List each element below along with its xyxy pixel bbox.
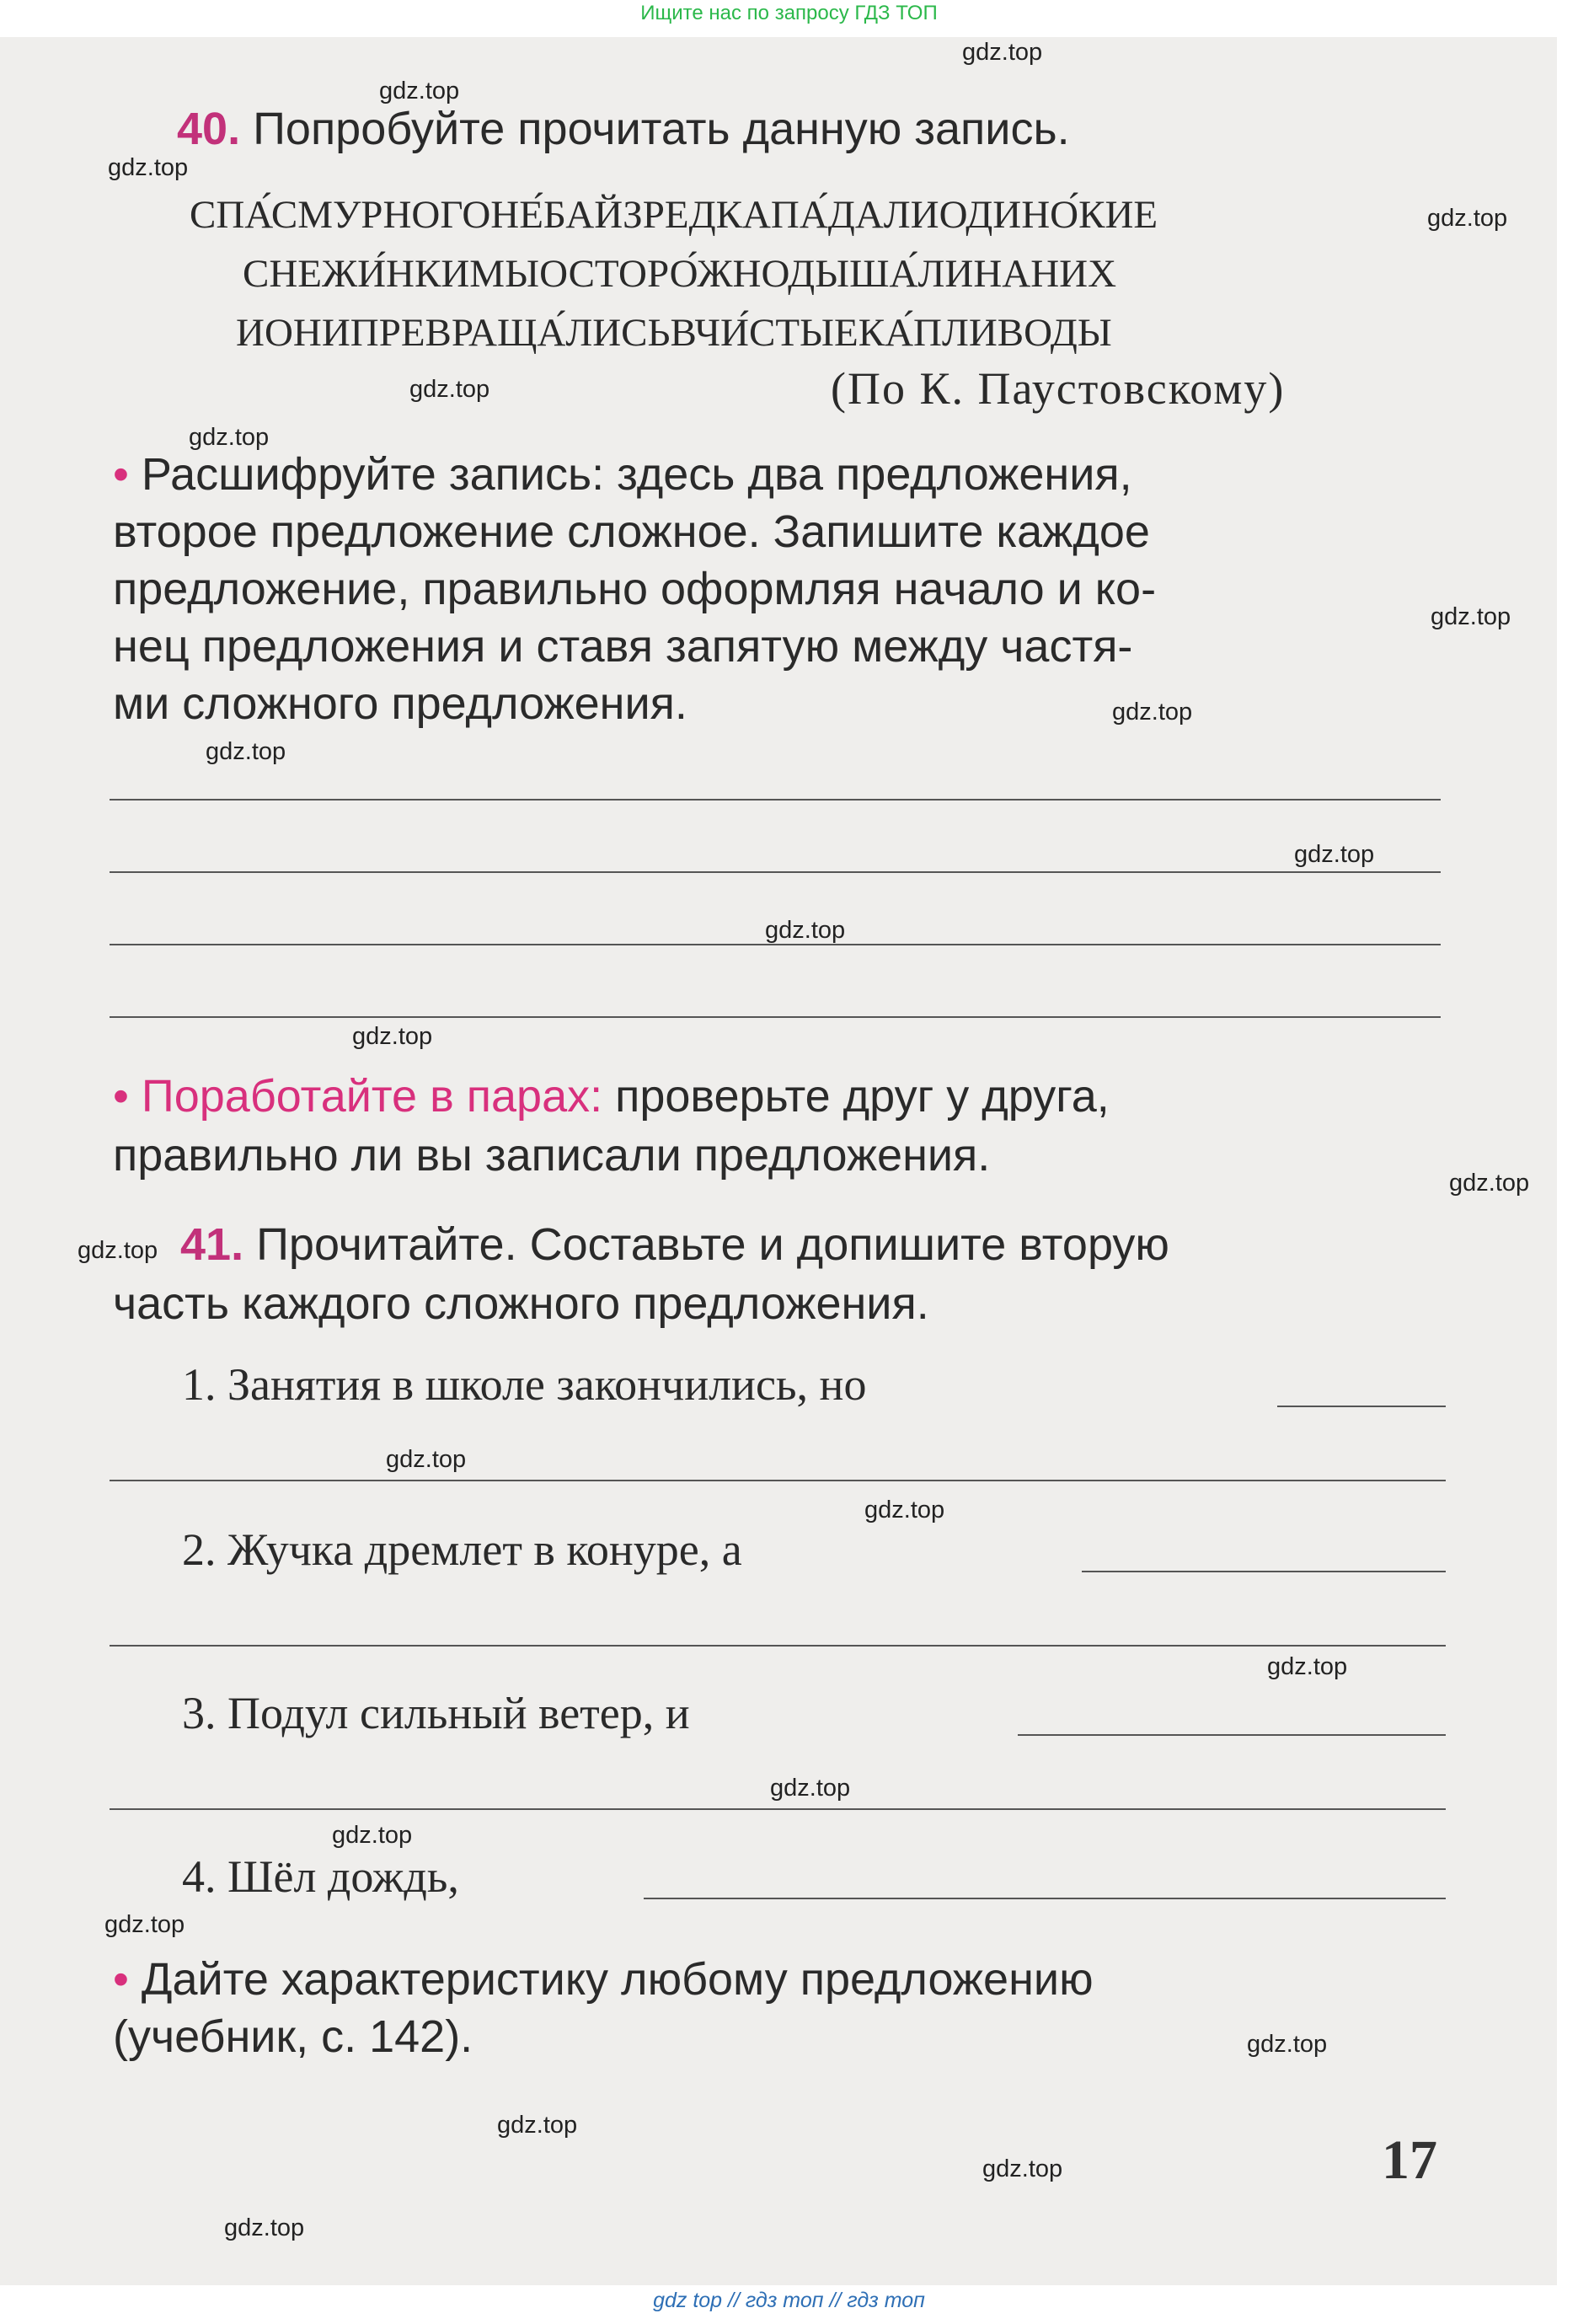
item-2: 2. Жучка дремлет в конуре, а	[182, 1524, 742, 1575]
characteristic-task-line-2: (учебник, с. 142).	[113, 2011, 473, 2062]
watermark: gdz.top	[1112, 699, 1193, 726]
watermark: gdz.top	[1449, 1170, 1530, 1197]
watermark: gdz.top	[332, 1822, 413, 1849]
task-line-1	[113, 448, 1132, 501]
exercise-title: Попробуйте прочитать данную запись.	[253, 104, 1070, 154]
page-number: 17	[1382, 2129, 1437, 2191]
watermark: gdz.top	[352, 1023, 433, 1050]
watermark: gdz.top	[1267, 1653, 1348, 1680]
answer-line[interactable]	[1277, 1406, 1446, 1407]
bottom-banner[interactable]: gdz top // гдз топ // гдз топ	[653, 2289, 925, 2312]
characteristic-task-line-1	[113, 1953, 1094, 2005]
exercise-41-heading	[180, 1218, 1169, 1271]
watermark: gdz.top	[386, 1446, 467, 1473]
answer-line[interactable]	[110, 1645, 1446, 1647]
answer-line[interactable]	[1018, 1734, 1446, 1736]
watermark: gdz.top	[108, 154, 189, 181]
characteristic-task-text: Дайте характеристику любому предложению	[141, 1954, 1094, 2005]
exercise-title: Прочитайте. Составьте и допишите вторую	[256, 1219, 1169, 1270]
watermark: gdz.top	[409, 376, 490, 403]
watermark: gdz.top	[770, 1775, 851, 1802]
watermark: gdz.top	[78, 1237, 158, 1264]
item-4: 4. Шёл дождь,	[182, 1851, 459, 1902]
watermark: gdz.top	[206, 738, 286, 765]
watermark: gdz.top	[962, 39, 1043, 66]
watermark: gdz.top	[1247, 2031, 1328, 2058]
exercise-40-heading	[177, 103, 1070, 155]
top-banner[interactable]: Ищите нас по запросу ГДЗ ТОП	[640, 2, 938, 24]
watermark: gdz.top	[224, 2214, 305, 2241]
watermark: gdz.top	[765, 917, 846, 944]
item-1: 1. Занятия в школе закончились, но	[182, 1359, 867, 1410]
watermark: gdz.top	[1294, 841, 1375, 868]
watermark: gdz.top	[497, 2112, 578, 2139]
watermark: gdz.top	[864, 1497, 945, 1523]
cipher-line-2: СНЕЖИ́НКИМЫОСТОРО́ЖНОДЫША́ЛИНАНИХ	[243, 252, 1117, 296]
bullet-icon: •	[113, 1071, 129, 1122]
watermark: gdz.top	[379, 78, 460, 104]
bullet-icon: •	[113, 449, 129, 500]
pair-work-highlight: Поработайте в парах:	[141, 1071, 603, 1122]
watermark: gdz.top	[104, 1911, 185, 1938]
cipher-line-1: СПА́СМУРНОГОНЕ́БАЙЗРЕДКАПА́ДАЛИОДИНО́КИЕ	[190, 193, 1158, 237]
answer-line[interactable]	[110, 1480, 1446, 1481]
task-line-5: ми сложного предложения.	[113, 678, 687, 729]
task-text: Расшифруйте запись: здесь два предложения,	[141, 449, 1132, 500]
pair-work-line-2: правильно ли вы записали предложения.	[113, 1130, 991, 1181]
task-line-2: второе предложение сложное. Запишите каждое	[113, 506, 1150, 557]
item-3: 3. Подул сильный ветер, и	[182, 1688, 690, 1738]
answer-line[interactable]	[110, 871, 1441, 873]
watermark: gdz.top	[1431, 603, 1511, 630]
pair-work-line-1	[113, 1070, 1110, 1122]
pair-work-text: проверьте друг у друга,	[602, 1071, 1110, 1122]
bullet-icon: •	[113, 1954, 129, 2005]
watermark: gdz.top	[982, 2155, 1063, 2182]
task-line-4: нец предложения и ставя запятую между частя-	[113, 621, 1133, 672]
exercise-41-line-2: часть каждого сложного предложения.	[113, 1278, 929, 1329]
exercise-number: 40.	[177, 104, 241, 154]
answer-line[interactable]	[1082, 1571, 1446, 1572]
watermark: gdz.top	[189, 424, 270, 451]
answer-line[interactable]	[110, 1016, 1441, 1018]
cipher-line-3: ИОНИПРЕВРАЩА́ЛИСЬВЧИ́СТЫЕКА́ПЛИВОДЫ	[236, 311, 1112, 355]
task-line-3: предложение, правильно оформляя начало и ко-	[113, 564, 1157, 614]
answer-line[interactable]	[644, 1898, 1446, 1899]
exercise-number: 41.	[180, 1219, 244, 1270]
watermark: gdz.top	[1427, 205, 1508, 232]
author-attribution: (По К. Паустовскому)	[831, 363, 1286, 414]
answer-line[interactable]	[110, 1808, 1446, 1810]
answer-line[interactable]	[110, 799, 1441, 801]
